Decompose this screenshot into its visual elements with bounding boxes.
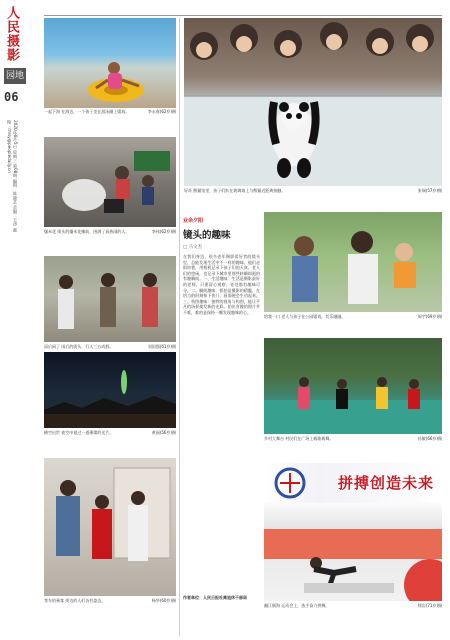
- article: [183, 217, 260, 601]
- article-body: 在我们身边，很多老年摄影爱好者的镜头里，总能发现生活中不一样的趣味。他们走街串巷，用相机记录下孩子们的天真、老人们的悠闲，也记录下城市里那些转瞬即逝的有趣瞬间。一、生活趣味：生活是摄影最好的老师，只要留心观察，处处都有趣味可寻。二、瞬间趣味：抓拍是摄影的精髓，在恰当的时刻按下快门，画面便会生动起来。三、构图趣味：独特的视角与构图，能让平凡的场景焕发新的光彩。拍出有趣的照片并不难，难的是保持一颗发现趣味的心。: [183, 254, 260, 315]
- photo-street-people: [44, 458, 176, 596]
- photo-athlete-art: [264, 503, 442, 601]
- photo-athlete: [264, 503, 442, 601]
- photo-village-stage-art: [264, 338, 442, 434]
- photo-grandma-child-caption: 周宇(69岁)摄 给我一口 老人与孩子在公园嬉戏，其乐融融。: [264, 314, 442, 319]
- section-label: 园地: [4, 68, 26, 84]
- article-headline: 镜头的趣味: [183, 230, 231, 241]
- edition-info: 2020年8月5日 星期三 第08期 编辑：陈晓艺 美编：王涛 邮箱：rmsy@peopledaily.cn: [7, 120, 18, 232]
- column-divider: [179, 18, 180, 636]
- masthead: [4, 6, 32, 104]
- photo-panda: [184, 18, 442, 186]
- photo-grandma-child: [264, 212, 442, 312]
- article-tag: 业余夕阳: [183, 218, 204, 224]
- top-rule: [44, 15, 442, 16]
- article-footer-note: 作者单位：人民日报社离退休干部局: [183, 595, 247, 600]
- photo-after-rain-art: [44, 256, 176, 342]
- photo-night-sky-caption: 黄丽(56岁)摄 横空出世 夜空中划过一道璀璨的光芒。: [44, 430, 176, 435]
- photo-panda-caption: 张瑞(57岁)摄 好奇 熊猫馆里，孩子们趴在玻璃墙上与熊猫近距离接触。: [184, 188, 442, 193]
- brand-title: 人民摄影: [4, 6, 19, 62]
- photo-after-rain: [44, 256, 176, 342]
- photo-panda-art: [184, 18, 442, 186]
- photo-banner-sign: [264, 463, 442, 503]
- photo-village-stage: [264, 338, 442, 434]
- photo-athlete-caption: 徐岩(71岁)摄 翻江倒海 运动会上，选手奋力拼搏。: [264, 603, 442, 608]
- photo-street-people-caption: 杨华(60岁)摄 等车的乘客 街边的人们各有姿态。: [44, 598, 176, 603]
- photo-popcorn-art: [44, 137, 176, 227]
- photo-beach-caption: 李永春(62岁)摄 一起下海 在海边，一个孩子坐在游泳圈上嬉戏。: [44, 109, 176, 114]
- banner-slogan: 拼搏创造未来: [337, 474, 434, 492]
- photo-street-people-art: [44, 458, 176, 596]
- photo-popcorn-caption: 李伟(62岁)摄 爆米花 街头的爆米花摊前，围满了看热闹的人。: [44, 229, 176, 234]
- page-number: 06: [4, 90, 19, 104]
- photo-grandma-child-art: [264, 212, 442, 312]
- photo-night-sky-art: [44, 352, 176, 428]
- photo-beach: [44, 18, 176, 108]
- article-author: □ 马文杰: [183, 245, 203, 250]
- photo-village-stage-caption: 孙敏(66岁)摄 乡村大舞台 村民们在广场上载歌载舞。: [264, 436, 442, 441]
- photo-beach-art: [44, 18, 176, 108]
- photo-banner-logo-art: [270, 465, 330, 503]
- photo-night-sky: [44, 352, 176, 428]
- photo-popcorn: [44, 137, 176, 227]
- photo-after-rain-caption: 刘国强(61岁)摄 雨后闲了 雨后的街头，行人三五成群。: [44, 344, 176, 349]
